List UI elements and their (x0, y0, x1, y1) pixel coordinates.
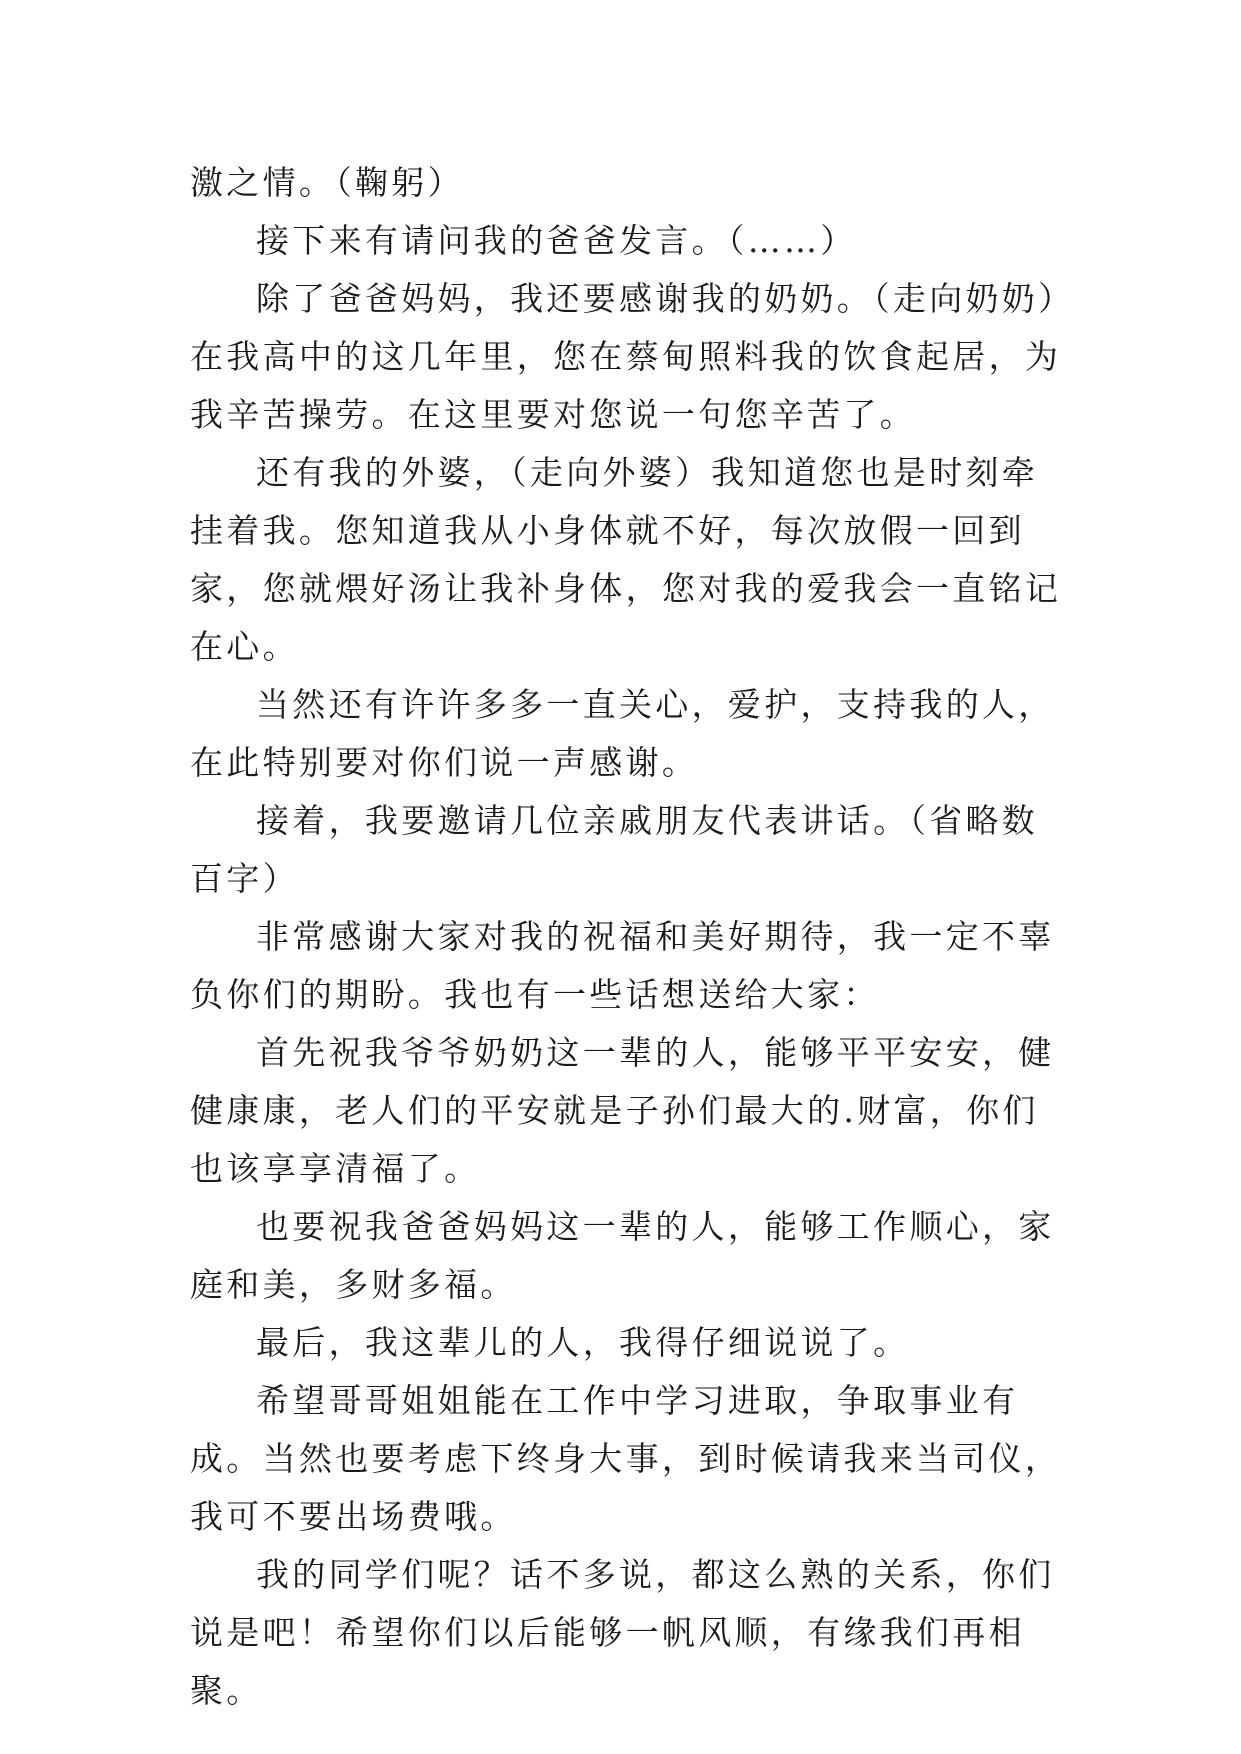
paragraph-11: 希望哥哥姐姐能在工作中学习进取，争取事业有成。当然也要考虑下终身大事，到时候请我来当司仪，我可不要出场费哦。 (190, 1381, 1062, 1536)
paragraph-4: 还有我的外婆，（走向外婆）我知道您也是时刻牵挂着我。您知道我从小身体就不好，每次放假一回到家，您就煨好汤让我补身体，您对我的爱我会一直铭记在心。 (190, 453, 1062, 666)
paragraph-6: 接着，我要邀请几位亲戚朋友代表讲话。（省略数百字） (190, 801, 1039, 898)
paragraph-2: 接下来有请问我的爸爸发言。（……） (256, 221, 857, 260)
paragraph-12: 我的同学们呢？话不多说，都这么熟的关系，你们说是吧！希望你们以后能够一帆风顺，有缘我们再相聚。 (190, 1555, 1055, 1710)
paragraph-5: 当然还有许许多多一直关心，爱护，支持我的人，在此特别要对你们说一声感谢。 (190, 685, 1055, 782)
paragraph-10: 最后，我这辈儿的人，我得仔细说说了。 (256, 1323, 910, 1362)
document-body (190, 154, 1070, 1720)
paragraph-9: 也要祝我爸爸妈妈这一辈的人，能够工作顺心，家庭和美，多财多福。 (190, 1207, 1055, 1304)
paragraph-8: 首先祝我爷爷奶奶这一辈的人，能够平平安安，健健康康，老人们的平安就是子孙们最大的.财富，你们也该享享清福了。 (190, 1033, 1055, 1188)
paragraph-3: 除了爸爸妈妈，我还要感谢我的奶奶。（走向奶奶）在我高中的这几年里，您在蔡甸照料我的饮食起居，为我辛苦操劳。在这里要对您说一句您辛苦了。 (190, 279, 1062, 434)
paragraph-7: 非常感谢大家对我的祝福和美好期待，我一定不辜负你们的期盼。我也有一些话想送给大家： (190, 917, 1055, 1014)
paragraph-1: 激之情。（鞠躬） (190, 163, 464, 202)
